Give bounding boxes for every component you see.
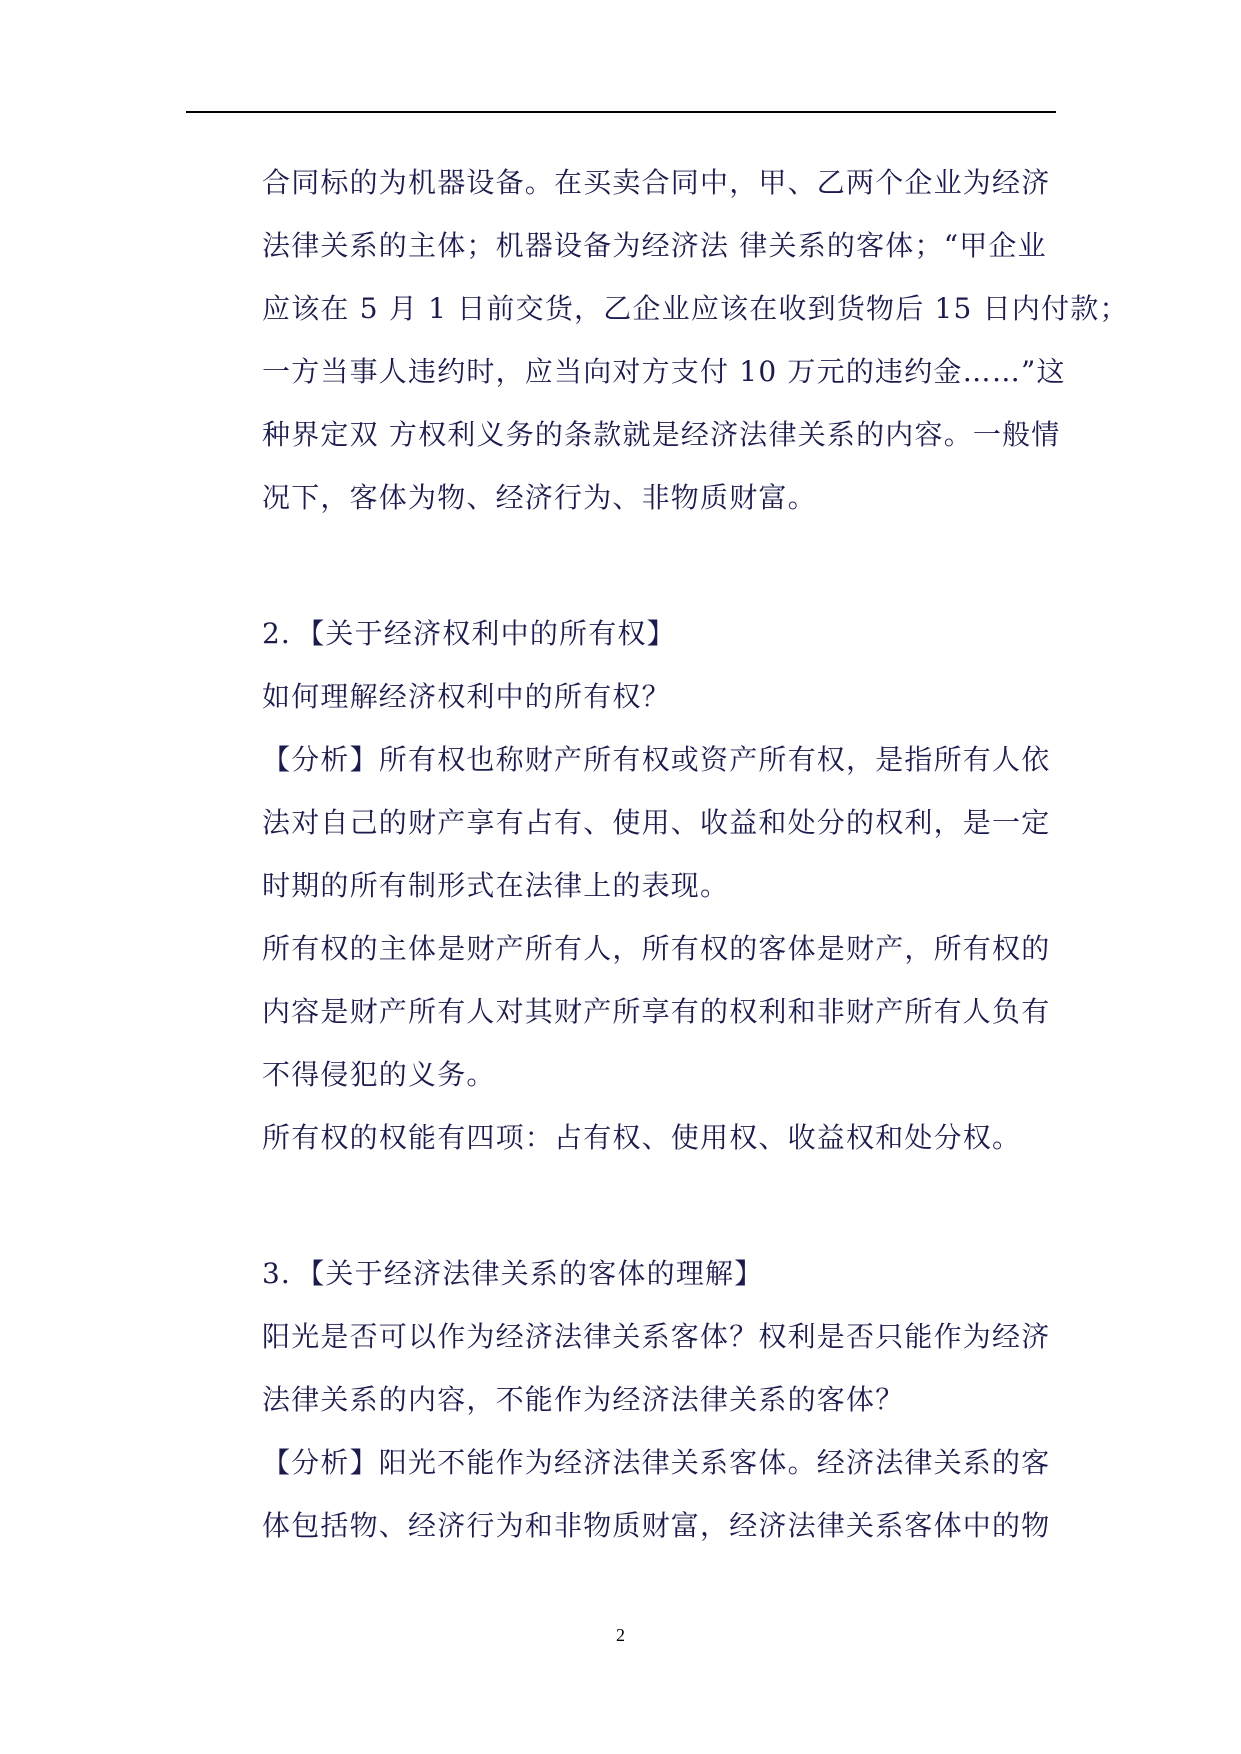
section-heading: 2．【关于经济权利中的所有权】 [262,617,676,650]
text-line: 所有权的主体是财产所有人，所有权的客体是财产，所有权的 [262,932,1051,965]
analysis-line: 法对自己的财产享有占有、使用、收益和处分的权利，是一定 [262,806,1051,839]
text-line: 内容是财产所有人对其财产所享有的权利和非财产所有人负有 [262,995,1051,1028]
question-text: 阳光是否可以作为经济法律关系客体？权利是否只能作为经济 [262,1320,1051,1353]
question-text: 如何理解经济权利中的所有权？ [262,680,671,713]
text-line: 合同标的为机器设备。在买卖合同中，甲、乙两个企业为经济 [262,166,1051,199]
section-heading: 3．【关于经济法律关系的客体的理解】 [262,1257,764,1290]
text-line: 所有权的权能有四项：占有权、使用权、收益权和处分权。 [262,1121,1022,1154]
analysis-line: 体包括物、经济行为和非物质财富，经济法律关系客体中的物 [262,1509,1051,1542]
question-text: 法律关系的内容，不能作为经济法律关系的客体？ [262,1383,905,1416]
header-rule [186,111,1056,113]
text-line: 况下，客体为物、经济行为、非物质财富。 [262,481,817,514]
analysis-line: 【分析】所有权也称财产所有权或资产所有权，是指所有人依 [262,743,1051,776]
text-line: 法律关系的主体；机器设备为经济法 律关系的客体；“甲企业 [262,229,1047,262]
text-line: 不得侵犯的义务。 [262,1058,496,1091]
page-number: 2 [616,1625,625,1645]
analysis-line: 时期的所有制形式在法律上的表现。 [262,869,730,902]
text-line: 一方当事人违约时，应当向对方支付 10 万元的违约金……”这 [262,355,1066,388]
analysis-line: 【分析】阳光不能作为经济法律关系客体。经济法律关系的客 [262,1446,1051,1479]
text-line: 应该在 5 月 1 日前交货，乙企业应该在收到货物后 15 日内付款； [262,292,1129,325]
text-line: 种界定双 方权利义务的条款就是经济法律关系的内容。一般情 [262,418,1061,451]
